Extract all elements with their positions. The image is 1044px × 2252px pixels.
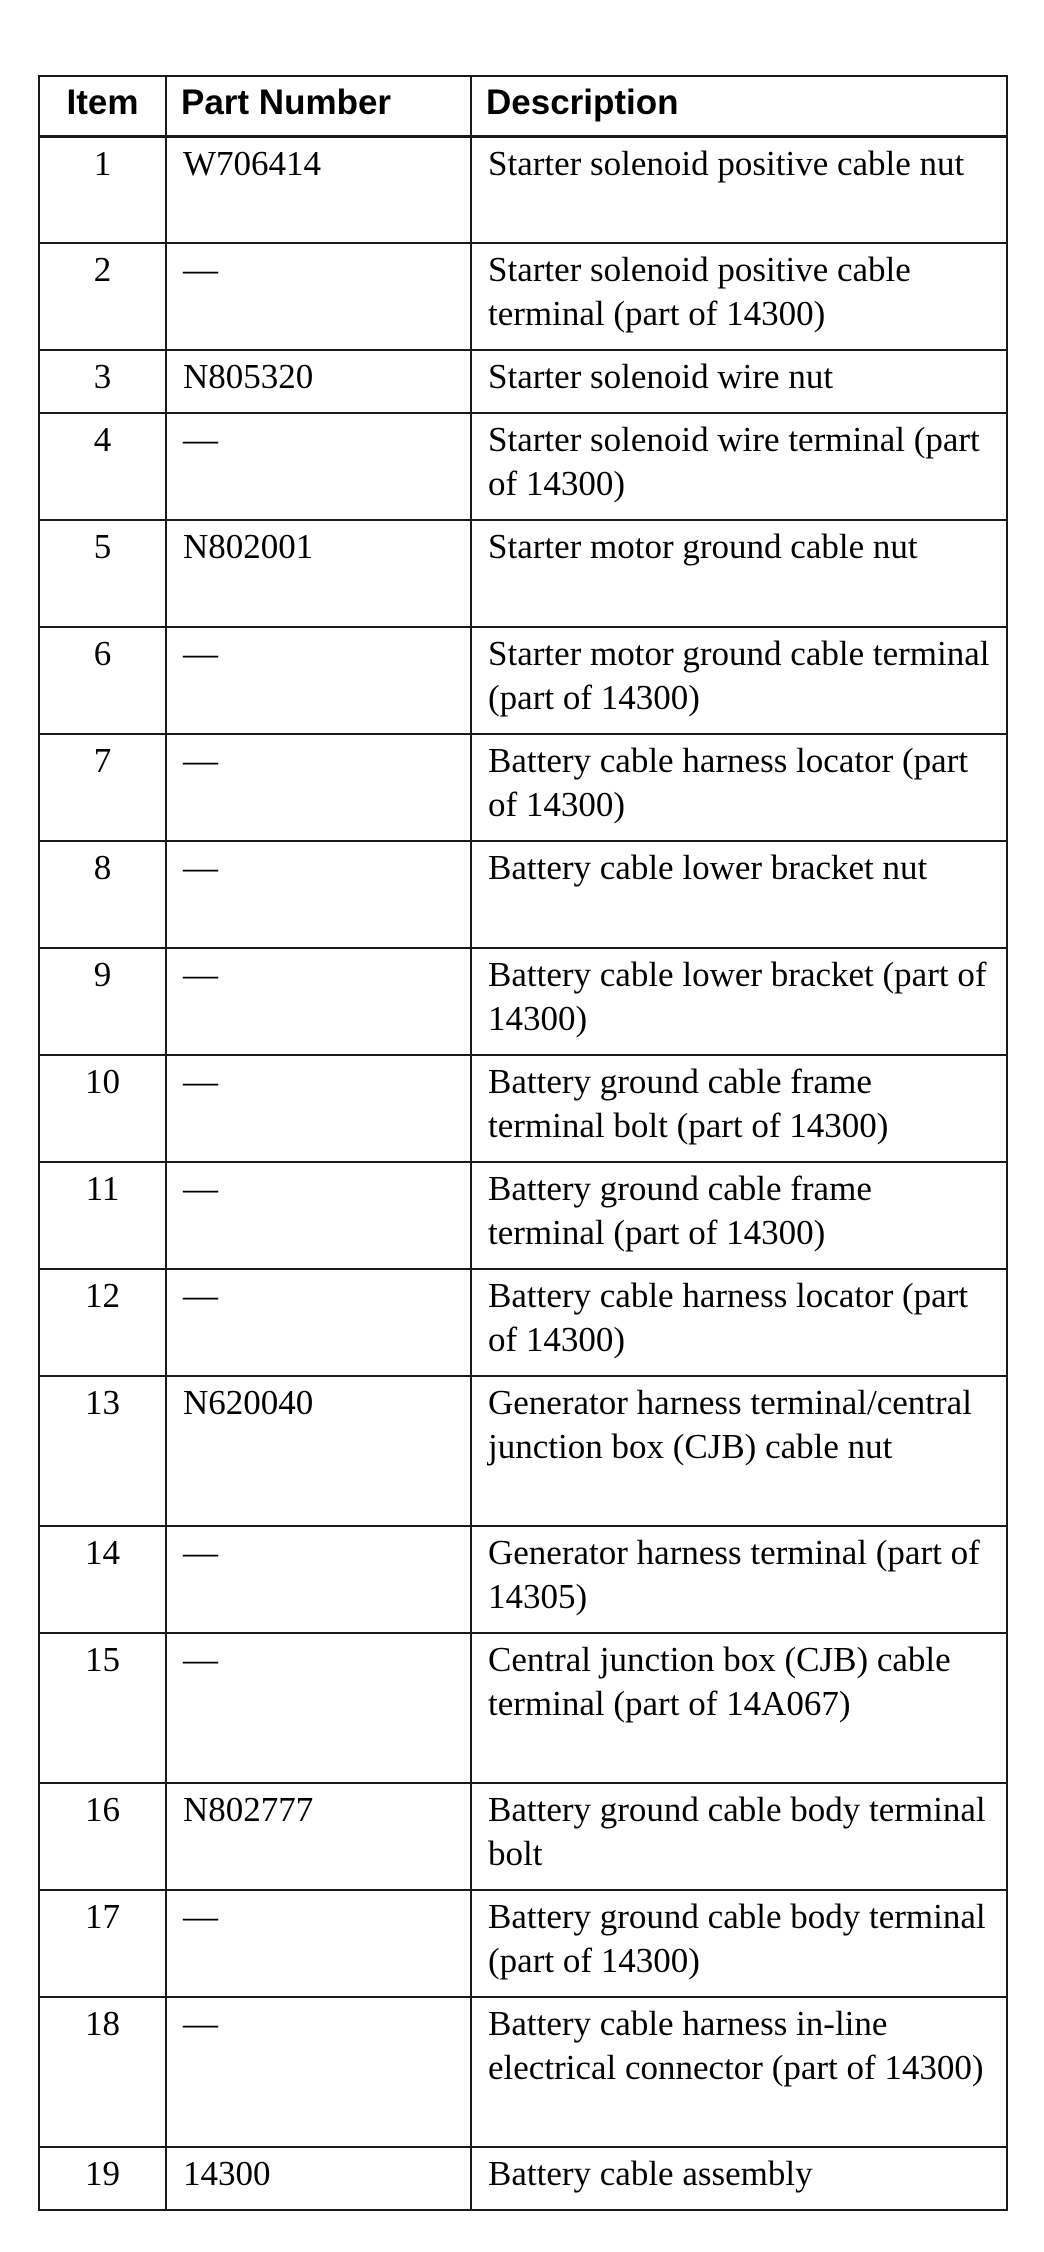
cell-item: 19: [39, 2147, 166, 2210]
cell-description: Starter solenoid wire nut: [471, 350, 1007, 413]
table-row: [39, 734, 1007, 841]
cell-part-number: N802001: [166, 520, 471, 627]
cell-item: 13: [39, 1376, 166, 1526]
table-row: [39, 627, 1007, 734]
cell-item: 9: [39, 948, 166, 1055]
cell-item: 1: [39, 136, 166, 243]
cell-part-number: —: [166, 1526, 471, 1633]
cell-part-number: W706414: [166, 136, 471, 243]
cell-part-number: —: [166, 1055, 471, 1162]
header-part-number: Part Number: [166, 76, 471, 136]
cell-part-number: N620040: [166, 1376, 471, 1526]
cell-item: 15: [39, 1633, 166, 1783]
cell-part-number: —: [166, 413, 471, 520]
table-row: [39, 1783, 1007, 1890]
table-body: [39, 136, 1007, 2210]
cell-description: Starter motor ground cable terminal (part of 14300): [471, 627, 1007, 734]
cell-description: Battery ground cable frame terminal bolt (part of 14300): [471, 1055, 1007, 1162]
cell-description: Battery ground cable body terminal (part of 14300): [471, 1890, 1007, 1997]
cell-part-number: —: [166, 1269, 471, 1376]
header-row: [39, 76, 1007, 136]
cell-description: Battery ground cable frame terminal (part of 14300): [471, 1162, 1007, 1269]
cell-description: Battery cable harness locator (part of 14300): [471, 734, 1007, 841]
parts-table: [38, 75, 1008, 2211]
cell-description: Battery ground cable body terminal bolt: [471, 1783, 1007, 1890]
cell-part-number: N802777: [166, 1783, 471, 1890]
header-item: Item: [39, 76, 166, 136]
table-row: [39, 1162, 1007, 1269]
cell-part-number: —: [166, 1997, 471, 2147]
cell-item: 14: [39, 1526, 166, 1633]
cell-item: 10: [39, 1055, 166, 1162]
cell-description: Starter solenoid positive cable terminal (part of 14300): [471, 243, 1007, 350]
cell-item: 11: [39, 1162, 166, 1269]
cell-description: Starter solenoid wire terminal (part of 14300): [471, 413, 1007, 520]
cell-item: 8: [39, 841, 166, 948]
cell-part-number: —: [166, 1162, 471, 1269]
table-row: [39, 2147, 1007, 2210]
cell-item: 17: [39, 1890, 166, 1997]
table-row: [39, 520, 1007, 627]
table-row: [39, 1376, 1007, 1526]
cell-item: 3: [39, 350, 166, 413]
table-row: [39, 1269, 1007, 1376]
cell-part-number: —: [166, 243, 471, 350]
table-row: [39, 243, 1007, 350]
table-row: [39, 1526, 1007, 1633]
cell-description: Battery cable lower bracket nut: [471, 841, 1007, 948]
cell-description: Battery cable harness locator (part of 14300): [471, 1269, 1007, 1376]
cell-part-number: N805320: [166, 350, 471, 413]
cell-item: 2: [39, 243, 166, 350]
cell-description: Starter solenoid positive cable nut: [471, 136, 1007, 243]
cell-part-number: —: [166, 841, 471, 948]
cell-description: Battery cable assembly: [471, 2147, 1007, 2210]
header-description: Description: [471, 76, 1007, 136]
cell-part-number: 14300: [166, 2147, 471, 2210]
cell-item: 4: [39, 413, 166, 520]
cell-item: 12: [39, 1269, 166, 1376]
cell-item: 18: [39, 1997, 166, 2147]
cell-description: Starter motor ground cable nut: [471, 520, 1007, 627]
table-row: [39, 350, 1007, 413]
table-row: [39, 1890, 1007, 1997]
table-row: [39, 948, 1007, 1055]
table-row: [39, 1055, 1007, 1162]
cell-description: Central junction box (CJB) cable terminal (part of 14A067): [471, 1633, 1007, 1783]
table-row: [39, 413, 1007, 520]
cell-description: Generator harness terminal/central junction box (CJB) cable nut: [471, 1376, 1007, 1526]
cell-item: 7: [39, 734, 166, 841]
cell-description: Generator harness terminal (part of 14305): [471, 1526, 1007, 1633]
table-row: [39, 136, 1007, 243]
cell-description: Battery cable lower bracket (part of 14300): [471, 948, 1007, 1055]
cell-description: Battery cable harness in-line electrical connector (part of 14300): [471, 1997, 1007, 2147]
cell-item: 5: [39, 520, 166, 627]
cell-part-number: —: [166, 734, 471, 841]
cell-part-number: —: [166, 1890, 471, 1997]
table-row: [39, 1997, 1007, 2147]
cell-part-number: —: [166, 948, 471, 1055]
cell-item: 6: [39, 627, 166, 734]
table-row: [39, 1633, 1007, 1783]
table-row: [39, 841, 1007, 948]
cell-item: 16: [39, 1783, 166, 1890]
cell-part-number: —: [166, 627, 471, 734]
cell-part-number: —: [166, 1633, 471, 1783]
